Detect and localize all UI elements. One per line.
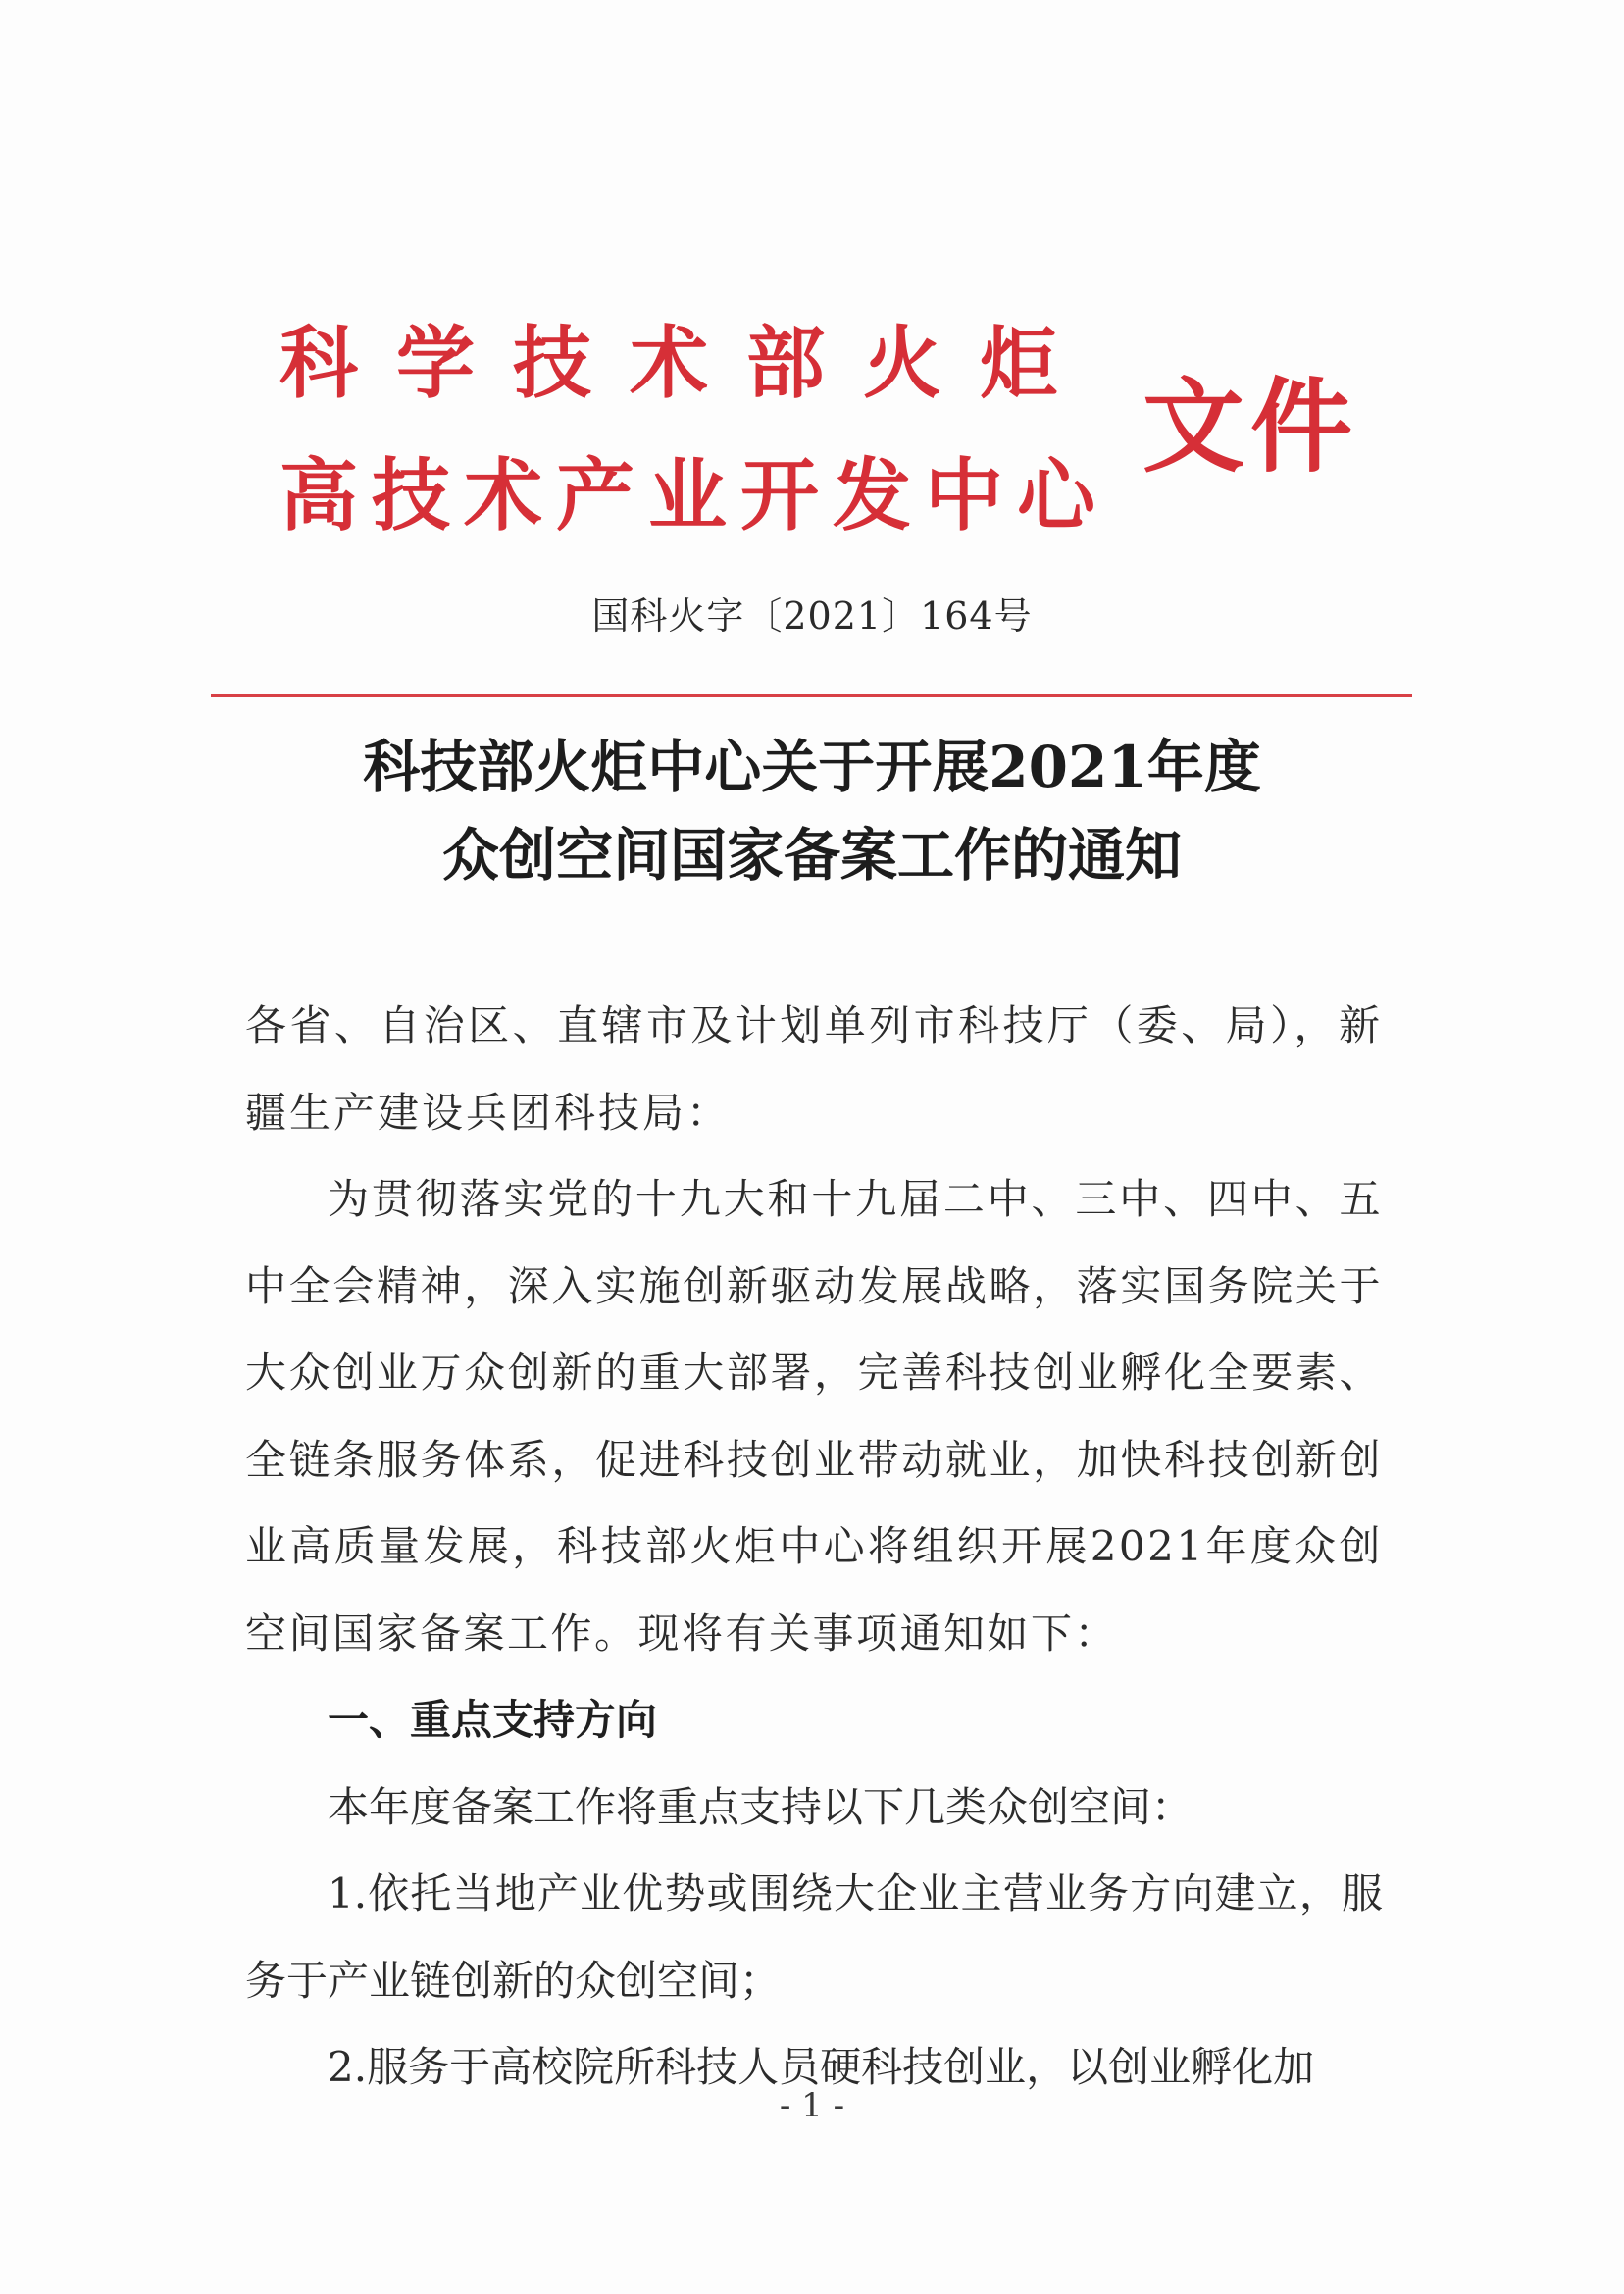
list-item: 2.服务于高校院所科技人员硬科技创业，以创业孵化加 bbox=[328, 2043, 1315, 2091]
document-body bbox=[245, 983, 1383, 2112]
addressee: 各省、自治区、直辖市及计划单列市科技厅（委、局），新疆生产建设兵团科技局： bbox=[245, 1001, 1383, 1137]
document-type-label: 文件 bbox=[1142, 366, 1359, 486]
page-number: - 1 - bbox=[779, 2086, 845, 2125]
issuer-name-line2: 高技术产业开发中心 bbox=[279, 449, 1109, 541]
red-separator-line bbox=[211, 694, 1412, 697]
list-item: 1.依托当地产业优势或围绕大企业主营业务方向建立，服务于产业链创新的众创空间； bbox=[245, 1869, 1383, 2005]
intro-paragraph: 为贯彻落实党的十九大和十九届二中、三中、四中、五中全会精神，深入实施创新驱动发展战略，落实国务院关于大众创业万众创新的重大部署，完善科技创业孵化全要素、全链条服务体系，促进科技创业带动就业，加快科技创新创业高质量发展，科技部火炬中心将组织开展2021年度众创空间国家备案工作。现将有关事项通知如下： bbox=[245, 1175, 1383, 1657]
document-number: 国科火字〔2021〕164号 bbox=[591, 594, 1033, 637]
issuer-name-line1: 科学技术部火炬 bbox=[279, 317, 1096, 409]
document-title-line1: 科技部火炬中心关于开展2021年度 bbox=[363, 734, 1261, 800]
section-lead-paragraph: 本年度备案工作将重点支持以下几类众创空间： bbox=[328, 1782, 1193, 1831]
document-title-line2: 众创空间国家备案工作的通知 bbox=[441, 822, 1182, 889]
section-heading: 一、重点支持方向 bbox=[328, 1696, 658, 1744]
